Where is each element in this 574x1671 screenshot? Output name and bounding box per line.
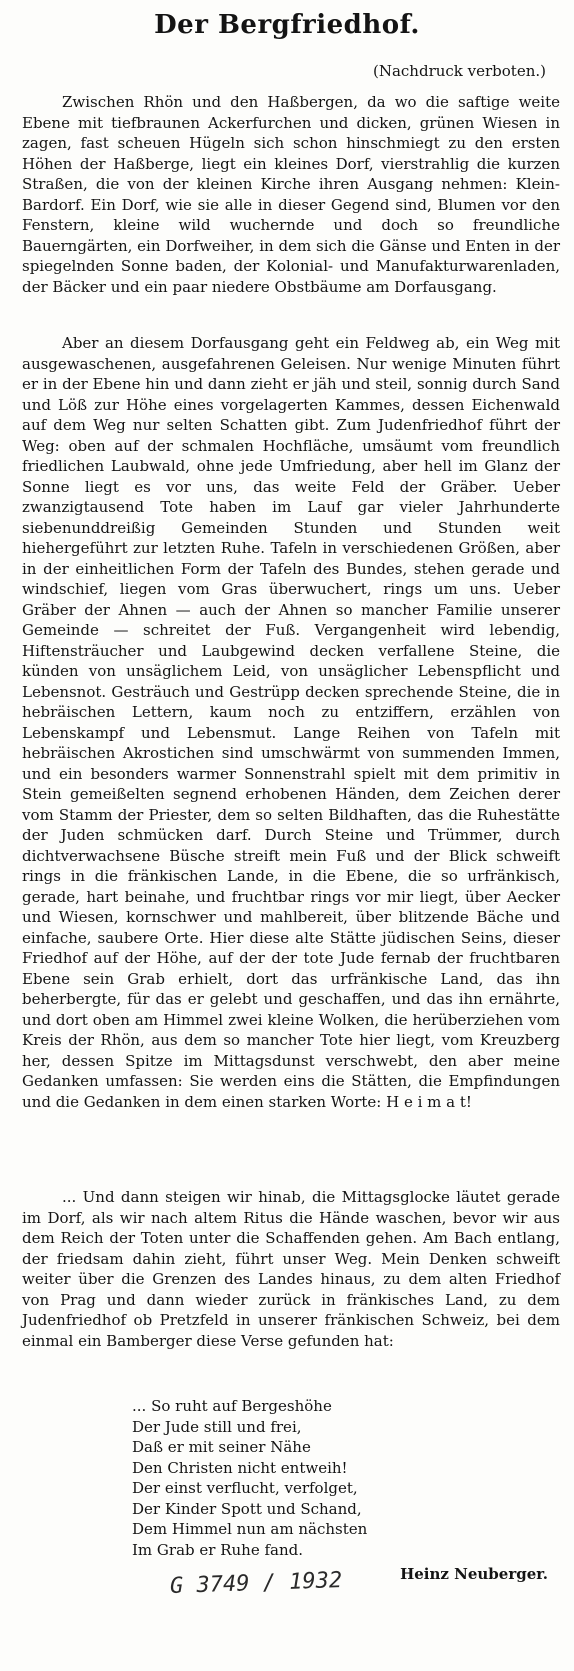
author-signature: Heinz Neuberger.: [400, 1565, 548, 1583]
verse-line: Der Jude still und frei,: [132, 1417, 302, 1436]
paragraph-3: ... Und dann steigen wir hinab, die Mittagsglocke läutet gerade im Dorf, als wir nach altem Ritus die Hände waschen, bevor wir aus dem Reich der Toten unter die Schaffenden gehen. Am Bach entlang, der friedsam dahin zieht, führt unser Weg. Mein Denken schweift weiter über die Grenzen des Landes hinaus, zu dem alten Friedhof von Prag und dann wieder zurück in fränkisches Land, zu dem Judenfriedhof ob Pretzfeld in unserer fränkischen Schweiz, bei dem einmal ein Bamberger diese Verse gefunden hat:: [22, 1188, 560, 1350]
verse-line: ... So ruht auf Bergeshöhe: [132, 1397, 332, 1415]
reprint-notice: (Nachdruck verboten.): [372, 62, 546, 80]
verse-line: Dem Himmel nun am nächsten: [132, 1520, 368, 1538]
verse-line: Im Grab er Ruhe fand.: [132, 1540, 303, 1559]
paragraph-2: Aber an diesem Dorfausgang geht ein Feldweg ab, ein Weg mit ausgewaschenen, ausgefahrenen Geleisen. Nur wenige Minuten führt er in der Ebene hin und dann zieht er jäh und steil, sonnig durch Sand und Löß zur Höhe eines vorgelagerten Kammes, dessen Eichenwald auf dem Weg nur selten Schatten gibt. Zum Judenfriedhof führt der Weg: oben auf der schmalen Hochfläche, umsäumt vom freundlich friedlichen Laubwald, ohne jede Umfriedung, aber hell im Glanz der Sonne liegt es vor uns, das weite Feld der Gräber. Ueber zwanzigtausend Tote haben im Lauf gar vieler Jahrhunderte siebenunddreißig Gemeinden Stunden und Stunden weit hiehergeführt zur letzten Ruhe. Tafeln in verschiedenen Größen, aber in der einheitlichen Form der Tafeln des Bundes, stehen gerade und windschief, liegen vom Gras überwuchert, rings um uns. Ueber Gräber der Ahnen — auch der Ahnen so mancher Familie unserer Gemeinde — schreitet der Fuß. Vergangenheit wird lebendig, Hiftensträucher und Laubgewind decken verfallene Steine, die künden von unsäglichem Leid, von unsäglicher Lebenspflicht und Lebensnot. Gesträuch und Gestrüpp decken sprechende Steine, die in hebräischen Lettern, kaum noch zu entziffern, erzählen von Lebenskampf und Lebensmut. Lange Reihen von Tafeln mit hebräischen Akrostichen sind umschwärmt von summenden Immen, und ein besonders warmer Sonnenstrahl spielt mit dem primitiv in Stein gemeißelten segnend erhobenen Händen, dem Zeichen derer vom Stamm der Priester, dem so selten Bildhaften, das die Ruhestätte der Juden schmücken darf. Durch Steine und Trümmer, durch dichtverwachsene Büsche streift mein Fuß und der Blick schweift rings in die fränkischen Lande, in die Ebene, die so urfränkisch, gerade, hart beinahe, und fruchtbar rings vor mir liegt, über Aecker und Wiesen, kornschwer und mahlbereit, über blitzende Bäche und einfache, saubere Orte. Hier diese alte Stätte jüdischen Seins, dieser Friedhof auf der Höhe, auf der der tote Jude fernab der fruchtbaren Ebene sein Grab erhielt, dort das urfränkische Land, das ihn beherbergte, für das er gelebt und geschaffen, und das ihn ernährte, und dort oben am Himmel zwei kleine Wolken, die herüberziehen vom Kreis der Rhön, aus dem so mancher Tote hier liegt, vom Kreuzberg her, dessen Spitze im Mittagsdunst verschwebt, den aber meine Gedanken umfassen: Sie werden eins die Stätten, die Empfindungen und die Gedanken in dem einen starken Worte: H e i m a t!: [22, 334, 560, 1111]
verse-line: Der einst verflucht, verfolget,: [132, 1479, 358, 1497]
paragraph-1: Zwischen Rhön und den Haßbergen, da wo die saftige weite Ebene mit tiefbraunen Ackerfurchen und dicken, grünen Wiesen in zagen, fast scheuen Hügeln sich schon hinschmiegt zu den ersten Höhen der Haßberge, liegt ein kleines Dorf, vierstrahlig die kurzen Straßen, die von der kleinen Kirche ihren Ausgang nehmen: Klein-Bardorf. Ein Dorf, wie sie alle in dieser Gegend sind, Blumen vor den Fenstern, kleine wild wuchernde und doch so freundliche Bauerngärten, ein Dorfweiher, in dem sich die Gänse und Enten in der spiegelnden Sonne baden, der Kolonial- und Manufakturwarenladen, der Bäcker und ein paar niedere Obstbäume am Dorfausgang.: [22, 93, 560, 296]
verse-line: Daß er mit seiner Nähe: [132, 1438, 311, 1456]
verse-line: Den Christen nicht entweih!: [132, 1458, 348, 1477]
article-title: Der Bergfriedhof.: [154, 10, 420, 40]
handwritten-archive-mark: G 3749 / 1932: [169, 1568, 343, 1599]
verse-line: Der Kinder Spott und Schand,: [132, 1499, 362, 1518]
verse-block: [132, 1396, 367, 1560]
